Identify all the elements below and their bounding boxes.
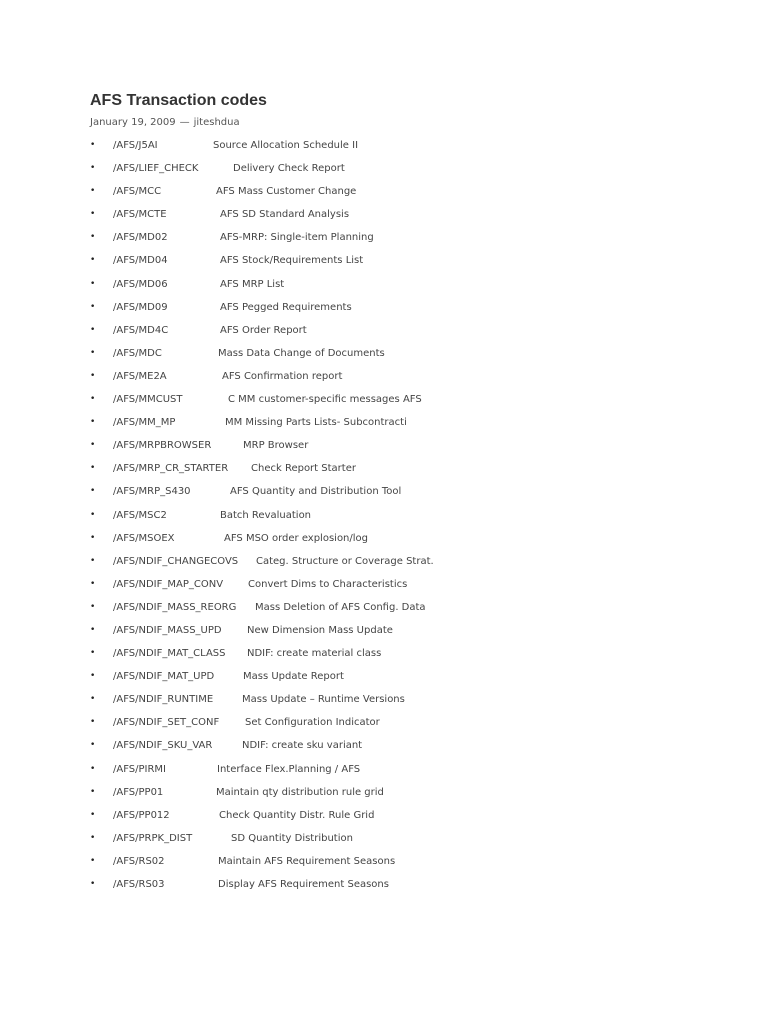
list-item bbox=[90, 850, 740, 873]
transaction-code: /AFS/MD06 bbox=[113, 278, 168, 290]
list-item bbox=[90, 388, 740, 411]
transaction-code: /AFS/NDIF_MASS_REORG bbox=[113, 601, 237, 613]
transaction-code: /AFS/LIEF_CHECK bbox=[113, 163, 199, 175]
transaction-code: /AFS/MD04 bbox=[113, 255, 168, 267]
bullet-icon: • bbox=[90, 601, 96, 612]
transaction-description: Set Configuration Indicator bbox=[245, 717, 380, 729]
list-item bbox=[90, 434, 740, 457]
list-item bbox=[90, 642, 740, 665]
transaction-code: /AFS/NDIF_MASS_UPD bbox=[113, 624, 222, 636]
page-title: AFS Transaction codes bbox=[90, 92, 267, 109]
bullet-icon: • bbox=[90, 717, 96, 728]
transaction-code: /AFS/MSC2 bbox=[113, 509, 167, 521]
list-item bbox=[90, 804, 740, 827]
transaction-code: /AFS/MRPBROWSER bbox=[113, 440, 212, 452]
transaction-description: Display AFS Requirement Seasons bbox=[218, 879, 389, 890]
transaction-description: AFS Quantity and Distribution Tool bbox=[230, 486, 402, 498]
transaction-description: AFS Confirmation report bbox=[222, 370, 343, 382]
transaction-code: /AFS/PRPK_DIST bbox=[113, 832, 193, 844]
transaction-description: Check Report Starter bbox=[251, 463, 356, 475]
transaction-description: MRP Browser bbox=[243, 440, 309, 452]
list-item bbox=[90, 596, 740, 619]
bullet-icon: • bbox=[90, 440, 96, 451]
transaction-description: AFS SD Standard Analysis bbox=[220, 209, 350, 221]
list-item bbox=[90, 827, 740, 850]
transaction-description: Convert Dims to Characteristics bbox=[248, 578, 408, 590]
bullet-icon: • bbox=[90, 532, 96, 543]
list-item bbox=[90, 411, 740, 434]
list-item bbox=[90, 480, 740, 503]
bullet-icon: • bbox=[90, 186, 96, 197]
transaction-code: /AFS/MDC bbox=[113, 347, 162, 359]
list-item bbox=[90, 203, 740, 226]
transaction-description: Mass Data Change of Documents bbox=[218, 347, 385, 359]
list-item bbox=[90, 734, 740, 757]
transaction-description: Delivery Check Report bbox=[233, 163, 345, 175]
list-item bbox=[90, 134, 740, 157]
transaction-code: /AFS/MM_MP bbox=[113, 417, 176, 429]
transaction-code: /AFS/PP01 bbox=[113, 786, 164, 798]
transaction-description: MM Missing Parts Lists- Subcontracti bbox=[225, 417, 407, 429]
list-item bbox=[90, 319, 740, 342]
bullet-icon: • bbox=[90, 278, 96, 289]
list-item bbox=[90, 573, 740, 596]
bullet-icon: • bbox=[90, 347, 96, 358]
bullet-icon: • bbox=[90, 671, 96, 682]
transaction-description: AFS MSO order explosion/log bbox=[224, 532, 369, 544]
transaction-code: /AFS/PP012 bbox=[113, 809, 170, 821]
list-item bbox=[90, 180, 740, 203]
bullet-icon: • bbox=[90, 486, 96, 497]
transaction-code: /AFS/NDIF_MAP_CONV bbox=[113, 578, 224, 590]
transaction-description: Source Allocation Schedule II bbox=[213, 140, 359, 151]
transaction-description: AFS Stock/Requirements List bbox=[220, 255, 364, 267]
bullet-icon: • bbox=[90, 140, 96, 150]
list-item bbox=[90, 365, 740, 388]
bullet-icon: • bbox=[90, 394, 96, 405]
list-item bbox=[90, 758, 740, 781]
transaction-description: AFS-MRP: Single-item Planning bbox=[220, 232, 374, 244]
transaction-description: Interface Flex.Planning / AFS bbox=[217, 763, 361, 775]
list-item bbox=[90, 157, 740, 180]
transaction-code: /AFS/J5AI bbox=[113, 140, 158, 151]
transaction-code: /AFS/NDIF_MAT_CLASS bbox=[113, 648, 226, 660]
list-item bbox=[90, 619, 740, 642]
transaction-code: /AFS/NDIF_SET_CONF bbox=[113, 717, 220, 729]
transaction-description: AFS Order Report bbox=[220, 324, 307, 336]
list-item bbox=[90, 550, 740, 573]
post-date: January 19, 2009 bbox=[90, 117, 176, 128]
transaction-description: AFS Mass Customer Change bbox=[216, 186, 357, 198]
transaction-code: /AFS/MD4C bbox=[113, 324, 169, 336]
transaction-description: SD Quantity Distribution bbox=[231, 832, 353, 844]
bullet-icon: • bbox=[90, 786, 96, 797]
list-item bbox=[90, 873, 740, 896]
list-item bbox=[90, 342, 740, 365]
transaction-description: Check Quantity Distr. Rule Grid bbox=[219, 809, 375, 821]
transaction-description: New Dimension Mass Update bbox=[247, 624, 393, 636]
list-item bbox=[90, 527, 740, 550]
transaction-code: /AFS/MD02 bbox=[113, 232, 168, 244]
meta-separator: — bbox=[179, 117, 190, 128]
transaction-description: AFS Pegged Requirements bbox=[220, 301, 352, 313]
bullet-icon: • bbox=[90, 694, 96, 705]
transaction-code: /AFS/MCTE bbox=[113, 209, 167, 221]
transaction-code: /AFS/MRP_S430 bbox=[113, 486, 191, 498]
transaction-code-list bbox=[90, 134, 740, 896]
post-meta bbox=[90, 116, 740, 130]
list-item bbox=[90, 688, 740, 711]
transaction-code: /AFS/NDIF_MAT_UPD bbox=[113, 671, 215, 683]
bullet-icon: • bbox=[90, 578, 96, 589]
transaction-description: C MM customer-specific messages AFS bbox=[228, 394, 422, 406]
bullet-icon: • bbox=[90, 463, 96, 474]
transaction-code: /AFS/NDIF_CHANGECOVS bbox=[113, 555, 239, 567]
transaction-description: Batch Revaluation bbox=[220, 509, 312, 521]
transaction-code: /AFS/PIRMI bbox=[113, 763, 167, 775]
bullet-icon: • bbox=[90, 232, 96, 243]
transaction-code: /AFS/NDIF_SKU_VAR bbox=[113, 740, 213, 752]
list-item bbox=[90, 781, 740, 804]
transaction-description: Mass Deletion of AFS Config. Data bbox=[255, 601, 426, 613]
transaction-code: /AFS/MCC bbox=[113, 186, 162, 198]
transaction-code: /AFS/NDIF_RUNTIME bbox=[113, 694, 214, 706]
transaction-description: Mass Update Report bbox=[243, 671, 344, 683]
list-item bbox=[90, 249, 740, 272]
bullet-icon: • bbox=[90, 624, 96, 635]
bullet-icon: • bbox=[90, 879, 96, 889]
transaction-description: AFS MRP List bbox=[220, 278, 285, 290]
bullet-icon: • bbox=[90, 209, 96, 220]
bullet-icon: • bbox=[90, 417, 96, 428]
bullet-icon: • bbox=[90, 370, 96, 381]
list-item bbox=[90, 273, 740, 296]
bullet-icon: • bbox=[90, 301, 96, 312]
bullet-icon: • bbox=[90, 324, 96, 335]
transaction-code: /AFS/MD09 bbox=[113, 301, 168, 313]
bullet-icon: • bbox=[90, 740, 96, 751]
bullet-icon: • bbox=[90, 832, 96, 843]
list-item bbox=[90, 504, 740, 527]
bullet-icon: • bbox=[90, 648, 96, 659]
transaction-code: /AFS/RS03 bbox=[113, 879, 165, 890]
bullet-icon: • bbox=[90, 163, 96, 174]
bullet-icon: • bbox=[90, 855, 96, 866]
transaction-code: /AFS/RS02 bbox=[113, 855, 165, 867]
transaction-description: NDIF: create sku variant bbox=[242, 740, 363, 752]
list-item bbox=[90, 457, 740, 480]
transaction-description: NDIF: create material class bbox=[247, 648, 382, 660]
transaction-description: Maintain AFS Requirement Seasons bbox=[218, 855, 396, 867]
bullet-icon: • bbox=[90, 763, 96, 774]
transaction-description: Categ. Structure or Coverage Strat. bbox=[256, 555, 434, 567]
document-page bbox=[90, 90, 740, 896]
transaction-code: /AFS/MSOEX bbox=[113, 532, 175, 544]
transaction-description: Mass Update – Runtime Versions bbox=[242, 694, 405, 706]
list-item bbox=[90, 226, 740, 249]
list-item bbox=[90, 296, 740, 319]
transaction-code: /AFS/ME2A bbox=[113, 370, 167, 382]
bullet-icon: • bbox=[90, 555, 96, 566]
list-item bbox=[90, 665, 740, 688]
bullet-icon: • bbox=[90, 255, 96, 266]
transaction-code: /AFS/MRP_CR_STARTER bbox=[113, 463, 229, 475]
bullet-icon: • bbox=[90, 509, 96, 520]
bullet-icon: • bbox=[90, 809, 96, 820]
post-author: jiteshdua bbox=[193, 117, 240, 128]
list-item bbox=[90, 711, 740, 734]
transaction-code: /AFS/MMCUST bbox=[113, 394, 183, 406]
transaction-description: Maintain qty distribution rule grid bbox=[216, 786, 384, 798]
